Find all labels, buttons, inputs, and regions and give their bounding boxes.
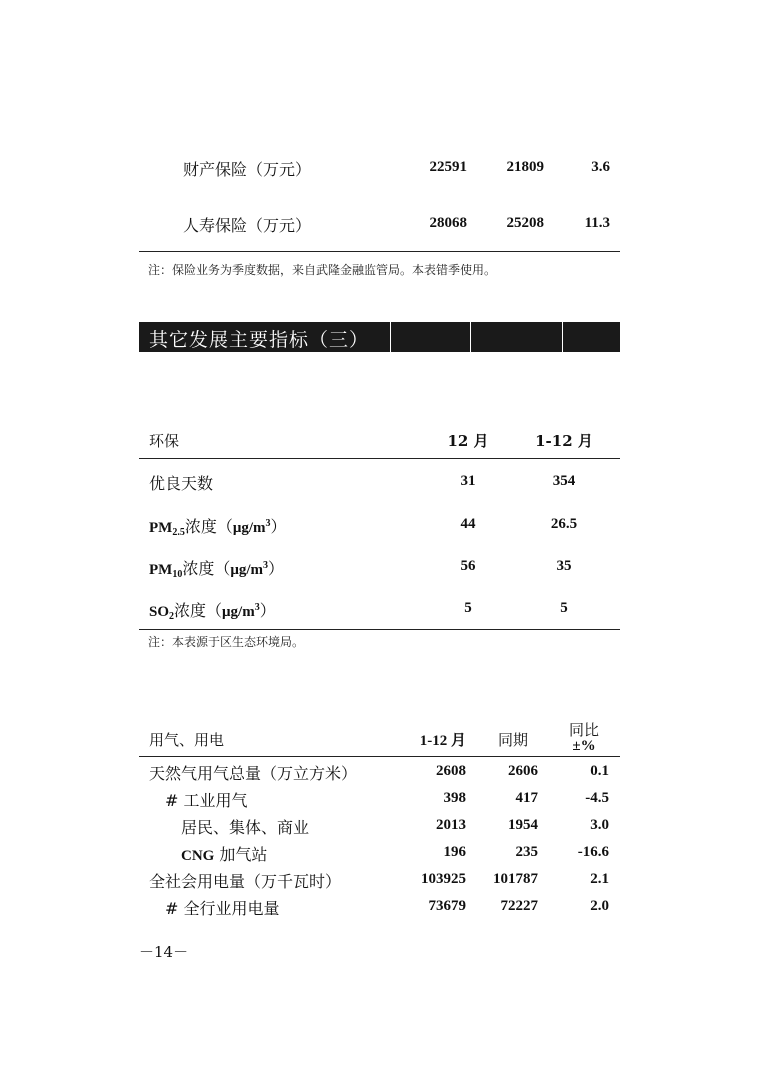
gas-cell: 72227	[500, 898, 538, 914]
gas-header-rule	[139, 756, 620, 757]
gas-cell: 196	[443, 844, 466, 860]
unit-superscript: 3	[254, 602, 260, 613]
gas-row-label: # 工业用气	[165, 791, 248, 810]
pollutant-subscript: 2.5	[172, 527, 185, 538]
env-cell: 56	[460, 558, 476, 574]
gas-cell: 2013	[436, 817, 466, 833]
table-bottom-rule	[139, 251, 620, 252]
unit-text: μg/m	[230, 562, 264, 578]
env-cell: 26.5	[550, 516, 578, 532]
gas-header-col2: 同期	[497, 731, 528, 749]
label-text: ）	[259, 601, 276, 620]
insurance-row-label: 财产保险（万元）	[183, 160, 312, 179]
insurance-row-label: 人寿保险（万元）	[183, 216, 312, 235]
gas-row-label: # 全行业用电量	[165, 899, 280, 918]
section-banner	[139, 322, 620, 352]
gas-cell: -4.5	[585, 790, 609, 806]
insurance-cell: 11.3	[584, 215, 610, 231]
gas-cell: 2.1	[590, 871, 609, 887]
insurance-cell: 22591	[429, 159, 467, 175]
pollutant-subscript: 10	[172, 569, 183, 580]
gas-cell: 2606	[508, 763, 538, 779]
env-header-label: 环保	[149, 432, 180, 450]
label-text: 加气站	[214, 845, 268, 864]
gas-header-label: 用气、用电	[149, 731, 225, 749]
env-row-label	[149, 514, 287, 538]
section-title: 其它发展主要指标（三）	[149, 329, 370, 351]
gas-row-label	[181, 842, 267, 865]
unit-superscript: 3	[265, 518, 271, 529]
pollutant-name: PM	[149, 520, 173, 536]
gas-cell: 2608	[436, 763, 466, 779]
banner-divider	[390, 322, 391, 352]
insurance-note: 注：保险业务为季度数据，来自武隆金融监管局。本表错季使用。	[148, 263, 497, 277]
pollutant-name: SO	[149, 604, 170, 620]
gas-cell: 0.1	[590, 763, 609, 779]
env-cell: 44	[460, 516, 476, 532]
page-number: －14－	[139, 943, 189, 961]
label-text: 浓度（	[174, 601, 223, 620]
env-row-label	[149, 556, 284, 580]
gas-cell: -16.6	[577, 844, 609, 860]
env-cell: 35	[556, 558, 572, 574]
unit-superscript: 3	[263, 560, 269, 571]
pollutant-name: PM	[149, 562, 173, 578]
env-row-label	[149, 598, 276, 622]
unit-text: μg/m	[222, 604, 255, 620]
insurance-cell: 28068	[429, 215, 467, 231]
gas-cell: 103925	[421, 871, 466, 887]
label-text: ）	[268, 559, 285, 578]
label-text: 浓度（	[182, 559, 231, 578]
env-cell: 31	[460, 473, 476, 489]
pollutant-subscript: 2	[169, 611, 175, 622]
env-cell: 5	[560, 600, 568, 616]
gas-header-col1	[400, 729, 466, 750]
insurance-cell: 3.6	[591, 159, 610, 175]
banner-divider	[470, 322, 471, 352]
gas-cell: 417	[515, 790, 538, 806]
env-note: 注：本表源于区生态环境局。	[148, 635, 305, 649]
env-cell: 354	[552, 473, 576, 489]
label-prefix: CNG	[181, 848, 215, 864]
gas-row-label: 居民、集体、商业	[181, 818, 310, 837]
env-header-rule	[139, 458, 620, 459]
gas-cell: 73679	[428, 898, 466, 914]
unit-text: μg/m	[232, 520, 266, 536]
env-cell: 5	[464, 600, 472, 616]
header-text: 1-12 月	[419, 733, 466, 749]
gas-cell: 101787	[493, 871, 538, 887]
gas-cell: 1954	[508, 817, 538, 833]
gas-cell: 3.0	[590, 817, 609, 833]
gas-row-label: 天然气用气总量（万立方米）	[149, 764, 358, 783]
insurance-cell: 21809	[506, 159, 544, 175]
label-text: ）	[270, 517, 287, 536]
banner-divider	[562, 322, 563, 352]
gas-row-label: 全社会用电量（万千瓦时）	[149, 872, 342, 891]
label-text: 浓度（	[184, 517, 233, 536]
env-row-label: 优良天数	[149, 474, 214, 493]
gas-header-col3-line1: 同比	[568, 721, 599, 739]
env-bottom-rule	[139, 629, 620, 630]
gas-cell: 2.0	[590, 898, 609, 914]
env-header-col2: 1-12 月	[535, 432, 593, 450]
gas-cell: 235	[515, 844, 538, 860]
insurance-cell: 25208	[506, 215, 544, 231]
gas-cell: 398	[443, 790, 466, 806]
env-header-col1: 12 月	[447, 432, 489, 450]
gas-header-col3-line2: ±%	[572, 738, 596, 754]
